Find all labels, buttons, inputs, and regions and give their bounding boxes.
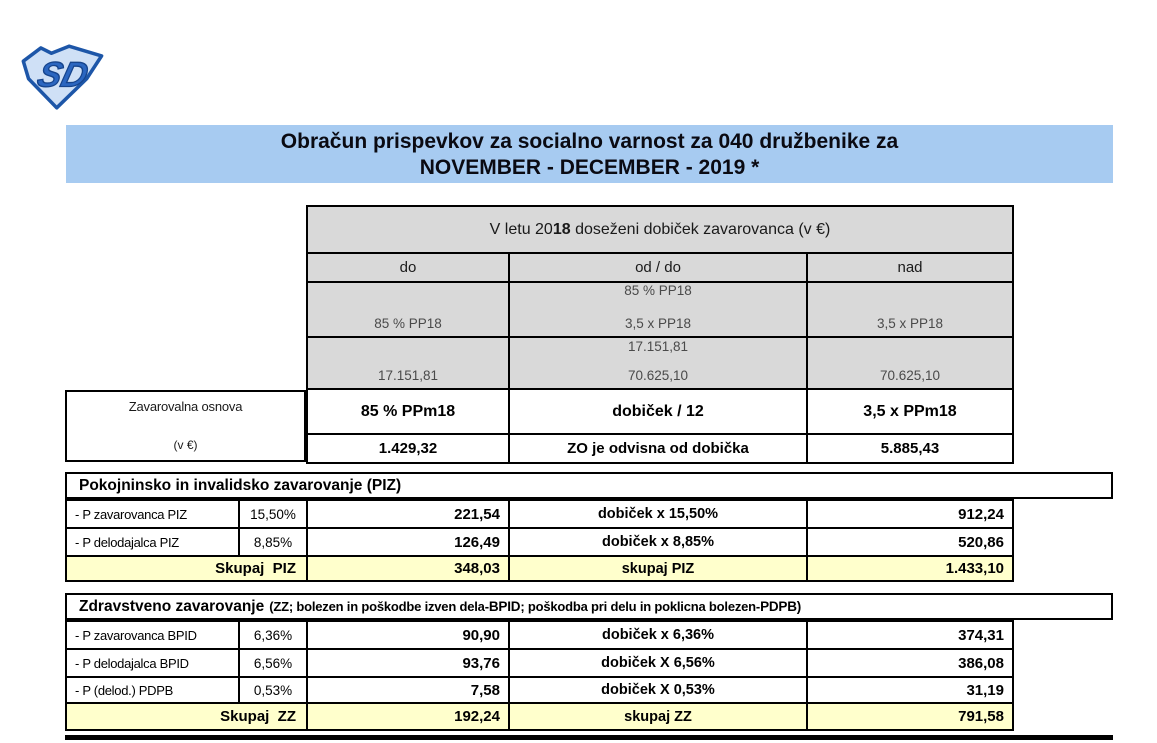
zz-row0-formula: dobiček x 6,36% [509, 621, 807, 649]
piz-row0-rate: 15,50% [239, 500, 307, 528]
company-logo [18, 40, 106, 114]
zz-row0-rate: 6,36% [239, 621, 307, 649]
piz-row1-formula: dobiček x 8,85% [509, 528, 807, 556]
zz-section-title: Zdravstveno zavarovanje [79, 597, 265, 615]
title-banner [66, 125, 1113, 183]
zz-row0-amount2: 374,31 [807, 621, 1013, 649]
piz-row-delodajalca [66, 528, 1013, 556]
zz-subtitle-part1: (ZZ; bolezen in poškodbe izven dela- [269, 599, 489, 614]
piz-total-row [66, 556, 1013, 581]
threshold-value-col2 [509, 337, 807, 389]
zz-section-header [65, 593, 1113, 620]
zz-row-zavarovanca-bpid [66, 621, 1013, 649]
base-formula-col2: dobiček / 12 [509, 389, 807, 434]
zz-row2-amount: 7,58 [307, 677, 509, 703]
zz-row1-rate: 6,56% [239, 649, 307, 677]
base-formula-col1: 85 % PPm18 [307, 389, 509, 434]
piz-row0-amount: 221,54 [307, 500, 509, 528]
zz-section-subtitle [269, 599, 801, 614]
piz-section-header [65, 472, 1113, 499]
zz-row2-formula: dobiček X 0,53% [509, 677, 807, 703]
insurance-base-label: Zavarovalna osnova [128, 399, 243, 414]
piz-total-amount: 348,03 [307, 556, 509, 581]
piz-row1-label: - P delodajalca PIZ [66, 528, 239, 556]
insurance-base-label-box [65, 390, 306, 462]
logo-letters: SD [33, 55, 93, 95]
col-header-nad: nad [807, 253, 1013, 282]
profit-bracket-table [306, 205, 1014, 464]
piz-row1-amount: 126,49 [307, 528, 509, 556]
zz-total-formula: skupaj ZZ [509, 703, 807, 730]
zz-row0-amount: 90,90 [307, 621, 509, 649]
piz-row0-label: - P zavarovanca PIZ [66, 500, 239, 528]
profit-table-title-cell [307, 206, 1013, 253]
base-value-col2: ZO je odvisna od dobička [509, 434, 807, 463]
threshold-value-col2-lower: 70.625,10 [627, 367, 689, 383]
piz-row0-formula: dobiček x 15,50% [509, 500, 807, 528]
profit-title-suffix: doseženi dobiček zavarovanca (v €) [570, 220, 831, 238]
zz-subtitle-pdpb: PDPB) [760, 599, 802, 614]
piz-row0-amount2: 912,24 [807, 500, 1013, 528]
profit-title-prefix: V letu 20 [489, 220, 553, 238]
zz-row2-label: - P (delod.) PDPB [66, 677, 239, 703]
threshold-value-col2-upper: 17.151,81 [627, 338, 689, 354]
threshold-value-col3: 70.625,10 [807, 337, 1013, 389]
zz-total-amount: 192,24 [307, 703, 509, 730]
piz-total-amount2: 1.433,10 [807, 556, 1013, 581]
base-value-col1: 1.429,32 [307, 434, 509, 463]
zz-row1-amount: 93,76 [307, 649, 509, 677]
base-value-col3: 5.885,43 [807, 434, 1013, 463]
zz-row1-amount2: 386,08 [807, 649, 1013, 677]
zz-table [65, 620, 1014, 731]
piz-total-formula: skupaj PIZ [509, 556, 807, 581]
piz-row-zavarovanca [66, 500, 1013, 528]
profit-title-bold-year: 18 [552, 220, 571, 238]
piz-row1-rate: 8,85% [239, 528, 307, 556]
threshold-label-col1: 85 % PP18 [307, 282, 509, 337]
zz-subtitle-bpid: BPID [488, 599, 521, 614]
col-header-od-do: od / do [509, 253, 807, 282]
threshold-label-col2-upper: 85 % PP18 [624, 283, 692, 298]
piz-row1-amount2: 520,86 [807, 528, 1013, 556]
bottom-divider-line [65, 735, 1113, 740]
zz-row2-rate: 0,53% [239, 677, 307, 703]
zz-row0-label: - P zavarovanca BPID [66, 621, 239, 649]
col-header-do: do [307, 253, 509, 282]
piz-total-label: Skupaj PIZ [66, 556, 307, 581]
threshold-label-col2-lower: 3,5 x PP18 [624, 316, 692, 331]
zz-row-delodajalca-bpid [66, 649, 1013, 677]
piz-table [65, 499, 1014, 582]
zz-total-amount2: 791,58 [807, 703, 1013, 730]
threshold-value-col1: 17.151,81 [307, 337, 509, 389]
zz-row1-label: - P delodajalca BPID [66, 649, 239, 677]
zz-total-row [66, 703, 1013, 730]
threshold-label-col2 [509, 282, 807, 337]
piz-section-title: Pokojninsko in invalidsko zavarovanje (PIZ) [79, 476, 402, 494]
title-line2: NOVEMBER - DECEMBER - 2019 * [419, 156, 760, 179]
zz-total-label: Skupaj ZZ [66, 703, 307, 730]
base-formula-col3: 3,5 x PPm18 [807, 389, 1013, 434]
zz-row-delod-pdpb [66, 677, 1013, 703]
threshold-label-col3: 3,5 x PP18 [807, 282, 1013, 337]
zz-row1-formula: dobiček X 6,56% [509, 649, 807, 677]
zz-subtitle-part2: ; poškodba pri delu in poklicna bolezen- [520, 599, 761, 614]
title-line1: Obračun prispevkov za socialno varnost za 040 družbenike za [280, 130, 899, 153]
zz-row2-amount2: 31,19 [807, 677, 1013, 703]
insurance-base-unit: (v €) [173, 438, 198, 452]
